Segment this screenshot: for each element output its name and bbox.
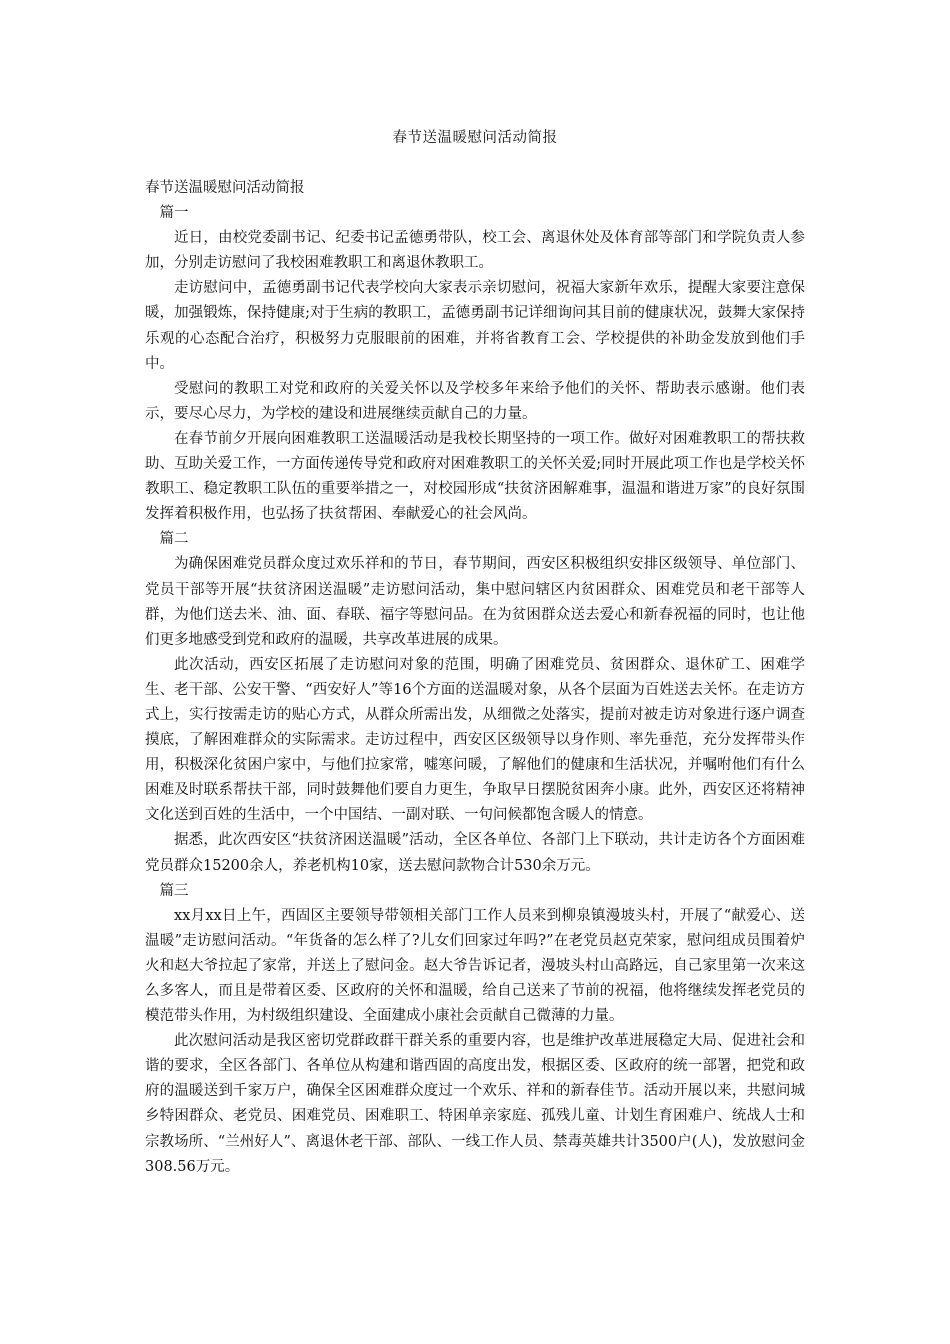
paragraph: 此次慰问活动是我区密切党群政群干群关系的重要内容，也是维护改革进展稳定大局、促进社会和谐的要求，全区各部门、各单位从构建和谐西固的高度出发，根据区委、区政府的统一部署，把党和政府的温暖送到千家万户，确保全区困难群众度过一个欢乐、祥和的新春佳节。活动开展以来，共慰问城乡特困群众、老党员、困难党员、困难职工、特困单亲家庭、孤残儿童、计划生育困难户、统战人士和宗教场所、“兰州好人”、离退休老干部、部队、一线工作人员、禁毒英雄共计3500户(人)，发放慰问金308.56万元。: [145, 1033, 805, 1175]
paragraph: 据悉，此次西安区“扶贫济困送温暖”活动，全区各单位、各部门上下联动，共计走访各个方面困难党员群众15200余人，养老机构10家，送去慰问款物合计530余万元。: [145, 832, 805, 874]
paragraph: 此次活动，西安区拓展了走访慰问对象的范围，明确了困难党员、贫困群众、退休矿工、困难学生、老干部、公安干警、“西安好人”等16个方面的送温暖对象，从各个层面为百姓送去关怀。在走访方式上，实行按需走访的贴心方式，从群众所需出发，从细微之处落实，提前对被走访对象进行逐户调查摸底，了解困难群众的实际需求。走访过程中，西安区区级领导以身作则、率先垂范，充分发挥带头作用，积极深化贫困户家中，与他们拉家常，嘘寒问暖，了解他们的健康和生活状况，并嘱咐他们有什么困难及时联系帮扶干部，同时鼓舞他们要自力更生，争取早日摆脱贫困奔小康。此外，西安区还将精神文化送到百姓的生活中，一个中国结、一副对联、一句问候都饱含暖人的情意。: [145, 656, 805, 824]
document-title: 春节送温暖慰问活动简报: [392, 130, 558, 146]
paragraph: 近日，由校党委副书记、纪委书记孟德勇带队，校工会、离退休处及体育部等部门和学院负责人参加，分别走访慰问了我校困难教职工和离退休教职工。: [145, 230, 805, 272]
paragraph: xx月xx日上午，西固区主要领导带领相关部门工作人员来到柳泉镇漫坡头村，开展了“献爱心、送温暖”走访慰问活动。“年货备的怎么样了?儿女们回家过年吗?”在老党员赵克荣家，慰问组成员围着炉火和赵大爷拉起了家常，并送上了慰问金。赵大爷告诉记者，漫坡头村山高路远，自己家里第一次来这么多客人，而且是带着区委、区政府的关怀和温暖，给自己送来了节前的祝福，他将继续发挥老党员的模范带头作用，为村级组织建设、全面建成小康社会贡献自己微薄的力量。: [145, 907, 805, 1025]
section-label-3: 篇三: [159, 882, 189, 899]
paragraph: 为确保困难党员群众度过欢乐祥和的节日，春节期间，西安区积极组织安排区级领导、单位部门、党员干部等开展“扶贫济困送温暖”走访慰问活动，集中慰问辖区内贫困群众、困难党员和老干部等人群，为他们送去米、油、面、春联、福字等慰问品。在为贫困群众送去爱心和新春祝福的同时，也让他们更多地感受到党和政府的温暖，共享改革进展的成果。: [145, 556, 805, 648]
section-label-1: 篇一: [159, 205, 189, 222]
section-label-2: 篇二: [159, 531, 189, 548]
document-body: [145, 176, 805, 1180]
paragraph: 受慰问的教职工对党和政府的关爱关怀以及学校多年来给予他们的关怀、帮助表示感谢。他们表示，要尽心尽力，为学校的建设和进展继续贡献自己的力量。: [145, 380, 805, 422]
paragraph: 走访慰问中，孟德勇副书记代表学校向大家表示亲切慰问，祝福大家新年欢乐，提醒大家要注意保暖，加强锻炼，保持健康;对于生病的教职工，孟德勇副书记详细询问其目前的健康状况，鼓舞大家保持乐观的心态配合治疗，积极努力克服眼前的困难，并将省教育工会、学校提供的补助金发放到他们手中。: [145, 280, 805, 372]
paragraph: 在春节前夕开展向困难教职工送温暖活动是我校长期坚持的一项工作。做好对困难教职工的帮扶救助、互助关爱工作，一方面传递传导党和政府对困难教职工的关怀关爱;同时开展此项工作也是学校关怀教职工、稳定教职工队伍的重要举措之一，对校园形成“扶贫济困解难事，温温和谐进万家”的良好氛围发挥着积极作用，也弘扬了扶贫帮困、奉献爱心的社会风尚。: [145, 430, 805, 523]
document-heading: 春节送温暖慰问活动简报: [145, 180, 305, 196]
